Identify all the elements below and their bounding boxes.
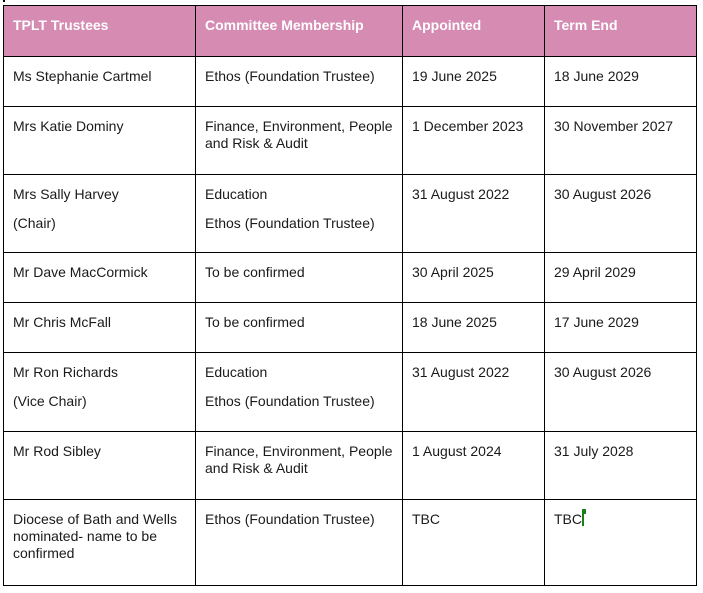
appointed-cell[interactable] [403, 500, 545, 586]
table-row [4, 303, 697, 353]
appointed-cell[interactable] [403, 107, 545, 175]
term-end-cell-text: 17 June 2029 [554, 314, 639, 330]
committee-cell-text: Ethos (Foundation Trustee) [205, 511, 375, 527]
trustee-cell-text: (Vice Chair) [13, 393, 87, 409]
committee-cell[interactable] [196, 175, 403, 253]
appointed-cell-text: 30 April 2025 [412, 264, 494, 280]
term-end-cell-text: TBC [554, 511, 582, 527]
appointed-cell[interactable] [403, 353, 545, 432]
trustee-cell[interactable] [4, 432, 196, 500]
table-header-row [4, 6, 697, 57]
term-end-cell[interactable] [545, 57, 697, 107]
term-end-cell[interactable] [545, 107, 697, 175]
text-cursor-icon [582, 511, 584, 526]
trustee-cell-text: Ms Stephanie Cartmel [13, 68, 152, 84]
committee-cell[interactable] [196, 107, 403, 175]
appointed-cell[interactable] [403, 432, 545, 500]
committee-cell[interactable] [196, 353, 403, 432]
committee-cell-text: To be confirmed [205, 264, 305, 280]
trustee-cell-text: Mr Chris McFall [13, 314, 111, 330]
term-end-cell[interactable] [545, 253, 697, 303]
term-end-cell[interactable] [545, 432, 697, 500]
appointed-cell[interactable] [403, 57, 545, 107]
committee-cell-text: Ethos (Foundation Trustee) [205, 68, 375, 84]
committee-cell-text: Education [205, 364, 268, 380]
committee-cell-text: Ethos (Foundation Trustee) [205, 393, 375, 409]
appointed-cell-text: TBC [412, 511, 440, 527]
committee-cell[interactable] [196, 432, 403, 500]
header-appointed: Appointed [403, 6, 545, 57]
trustee-cell-text: Mr Dave MacCormick [13, 264, 148, 280]
committee-cell-text: Finance, Environment, People and Risk & Audit [205, 118, 393, 151]
term-end-cell-text: 30 November 2027 [554, 118, 674, 134]
appointed-cell-text: 1 December 2023 [412, 118, 524, 134]
committee-cell-text: To be confirmed [205, 314, 305, 330]
committee-cell[interactable] [196, 253, 403, 303]
table-row [4, 57, 697, 107]
trustee-cell[interactable] [4, 253, 196, 303]
trustee-cell-text: Mrs Sally Harvey [13, 186, 119, 202]
appointed-cell-text: 1 August 2024 [412, 443, 502, 459]
appointed-cell-text: 18 June 2025 [412, 314, 497, 330]
term-end-cell-text: 30 August 2026 [554, 186, 652, 202]
appointed-cell[interactable] [403, 253, 545, 303]
term-end-cell-text: 31 July 2028 [554, 443, 634, 459]
trustee-cell-text: Diocese of Bath and Wells nominated- name to be confirmed [13, 511, 177, 561]
term-end-cell-text: 18 June 2029 [554, 68, 639, 84]
header-trustees: TPLT Trustees [4, 6, 196, 57]
committee-cell[interactable] [196, 303, 403, 353]
table-row [4, 500, 697, 586]
table-row [4, 253, 697, 303]
trustees-table [3, 5, 697, 586]
trustee-cell[interactable] [4, 303, 196, 353]
trustee-cell-text: Mr Ron Richards [13, 364, 119, 380]
committee-cell-text: Finance, Environment, People and Risk & Audit [205, 443, 393, 476]
term-end-cell[interactable] [545, 175, 697, 253]
header-committee-membership: Committee Membership [196, 6, 403, 57]
table-row [4, 353, 697, 432]
table-row [4, 432, 697, 500]
trustee-cell-text: Mrs Katie Dominy [13, 118, 124, 134]
term-end-cell[interactable] [545, 303, 697, 353]
appointed-cell-text: 31 August 2022 [412, 364, 510, 380]
trustee-cell-text: Mr Rod Sibley [13, 443, 101, 459]
trustee-cell[interactable] [4, 500, 196, 586]
committee-cell[interactable] [196, 57, 403, 107]
trustee-cell[interactable] [4, 107, 196, 175]
appointed-cell-text: 31 August 2022 [412, 186, 510, 202]
term-end-cell[interactable] [545, 353, 697, 432]
committee-cell[interactable] [196, 500, 403, 586]
header-term-end: Term End [545, 6, 697, 57]
term-end-cell-text: 29 April 2029 [554, 264, 636, 280]
appointed-cell[interactable] [403, 303, 545, 353]
committee-cell-text: Education [205, 186, 268, 202]
term-end-cell-text: 30 August 2026 [554, 364, 652, 380]
appointed-cell[interactable] [403, 175, 545, 253]
trustee-cell-text: (Chair) [13, 215, 56, 231]
appointed-cell-text: 19 June 2025 [412, 68, 497, 84]
trustee-cell[interactable] [4, 175, 196, 253]
committee-cell-text: Ethos (Foundation Trustee) [205, 215, 375, 231]
table-body [4, 57, 697, 586]
trustee-cell[interactable] [4, 353, 196, 432]
trustee-cell[interactable] [4, 57, 196, 107]
table-row [4, 107, 697, 175]
table-row [4, 175, 697, 253]
page-edge-mark [3, 0, 5, 2]
term-end-cell[interactable] [545, 500, 697, 586]
